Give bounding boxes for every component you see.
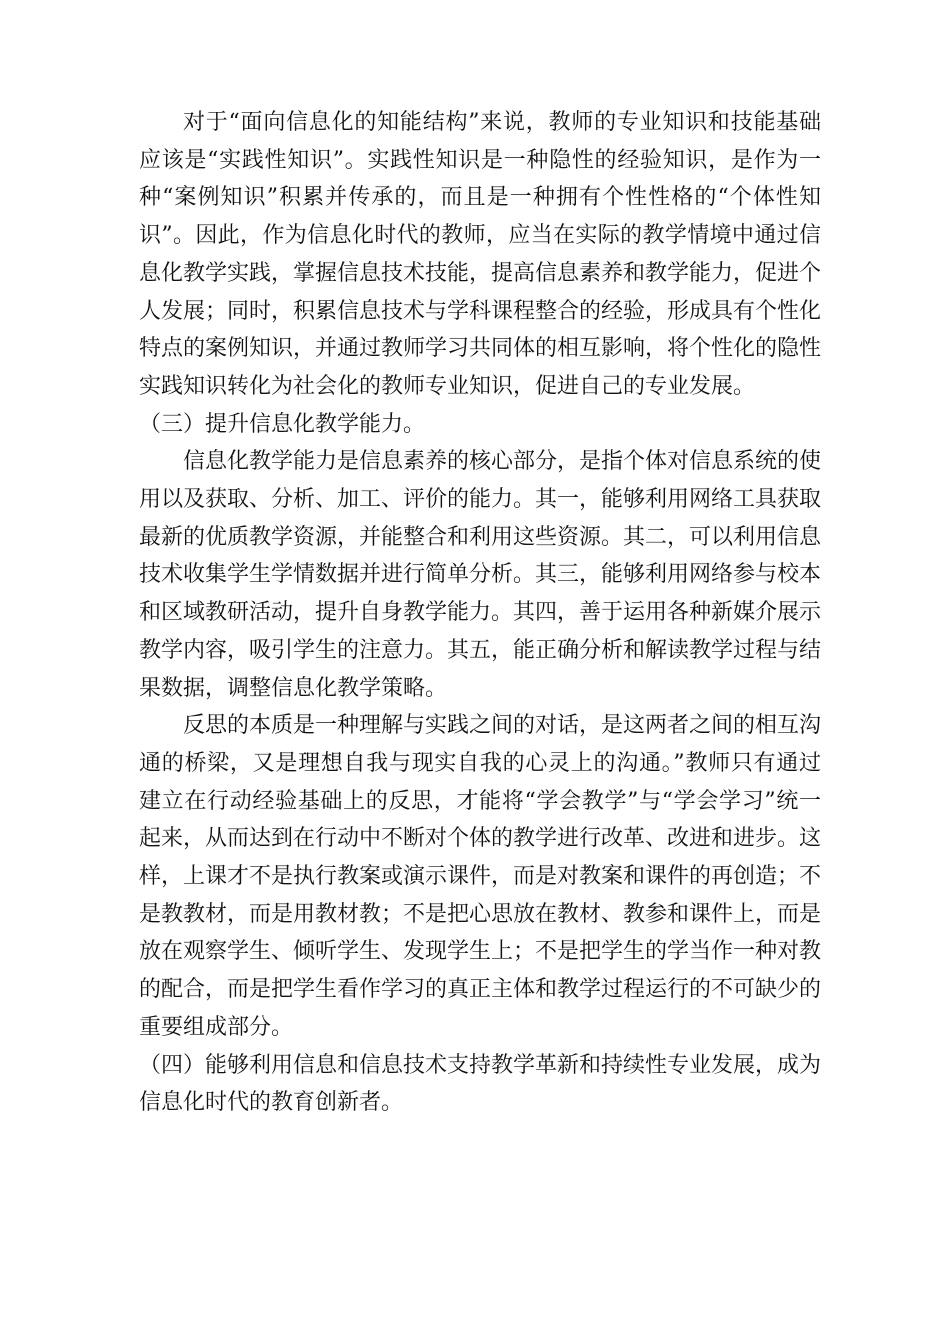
paragraph-teaching-ability: 信息化教学能力是信息素养的核心部分，是指个体对信息系统的使用以及获取、分析、加工、评价的能力。其一，能够利用网络工具获取最新的优质教学资源，并能整合和利用这些资源。其二，可以利用信息技术收集学生学情数据并进行简单分析。其三，能够利用网络参与校本和区域教研活动，提升自身教学能力。其四，善于运用各种新媒介展示教学内容，吸引学生的注意力。其五，能正确分析和解读教学过程与结果数据，调整信息化教学策略。 bbox=[139, 449, 822, 701]
document-page bbox=[139, 104, 821, 1122]
paragraph-reflection: 反思的本质是一种理解与实践之间的对话，是这两者之间的相互沟通的桥梁，又是理想自我与现实自我的心灵上的沟通。”教师只有通过建立在行动经验基础上的反思，才能将“学会教学”与“学会学习”统一起来，从而达到在行动中不断对个体的教学进行改革、改进和进步。这样，上课才不是执行教案或演示课件，而是对教案和课件的再创造；不是教教材，而是用教材教；不是把心思放在教材、教参和课件上，而是放在观察学生、倾听学生、发现学生上；不是把学生的学当作一种对教的配合，而是把学生看作学习的真正主体和教学过程运行的不可缺少的重要组成部分。 bbox=[139, 713, 822, 1040]
section-heading-4: （四）能够利用信息和信息技术支持教学革新和持续性专业发展，成为信息化时代的教育创新者。 bbox=[139, 1052, 822, 1116]
paragraph-knowledge-structure: 对于“面向信息化的知能结构”来说，教师的专业知识和技能基础应该是“实践性知识”。实践性知识是一种隐性的经验知识，是作为一种“案例知识”积累并传承的，而且是一种拥有个性性格的“个体性知识”。因此，作为信息化时代的教师，应当在实际的教学情境中通过信息化教学实践，掌握信息技术技能，提高信息素养和教学能力，促进个人发展；同时，积累信息技术与学科课程整合的经验，形成具有个性化特点的案例知识，并通过教师学习共同体的相互影响，将个性化的隐性实践知识转化为社会化的教师专业知识，促进自己的专业发展。 bbox=[139, 110, 822, 399]
section-heading-3: （三）提升信息化教学能力。 bbox=[139, 411, 426, 437]
